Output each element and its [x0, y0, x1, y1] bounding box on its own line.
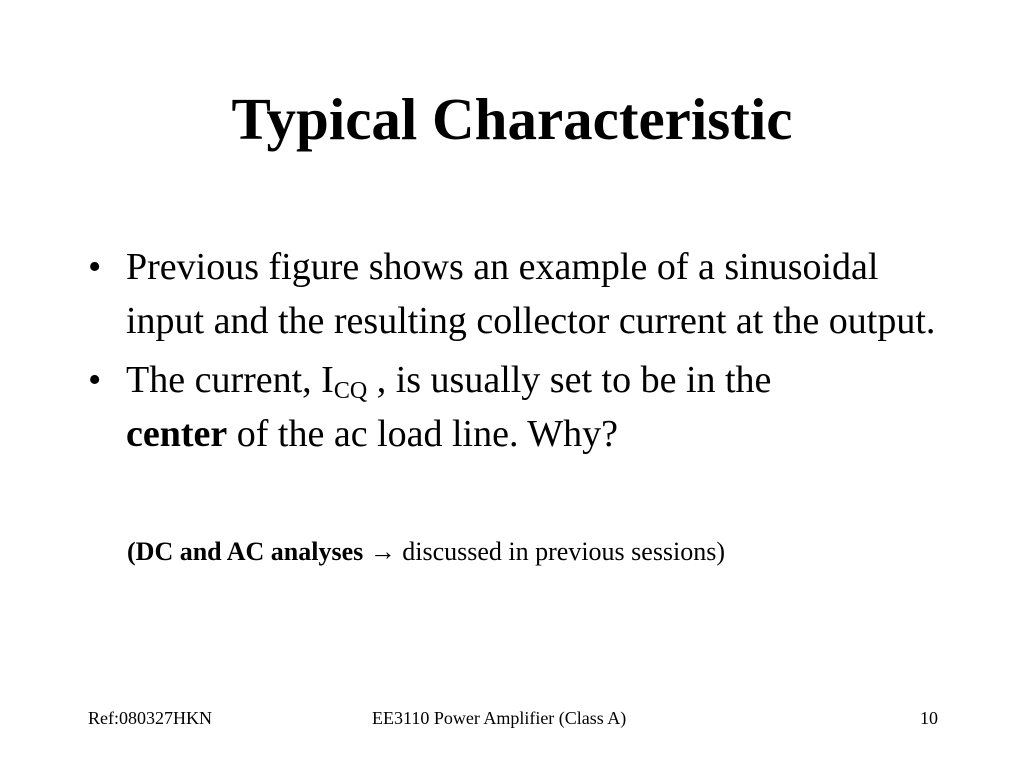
bullet-text-part: The current, I [126, 359, 334, 401]
slide-title: Typical Characteristic [231, 86, 793, 152]
bullet-item-icq-question [88, 353, 948, 461]
bullet-dot-icon: • [88, 359, 102, 401]
bullet-dot-icon: • [88, 246, 102, 288]
right-arrow-icon: → [363, 537, 403, 566]
bullet-list [88, 240, 948, 466]
note-text: discussed in previous sessions) [402, 537, 726, 566]
footer-page-number: 10 [920, 708, 938, 728]
subscript-cq: CQ [333, 378, 368, 404]
analyses-note [127, 532, 725, 572]
bullet-text-part: of the ac load line. Why? [227, 413, 619, 455]
footer-course-title: EE3110 Power Amplifier (Class A) [372, 708, 627, 728]
bold-term-center: center [126, 413, 228, 455]
bullet-item-figure-description [88, 240, 948, 348]
bullet-text-part: , is usually set to be in the [367, 359, 772, 401]
note-open-paren: ( [127, 537, 136, 566]
bullet-text: Previous figure shows an example of a sinusoidal input and the resulting collector current at the output. [126, 246, 936, 342]
note-bold-text: DC and AC analyses [135, 537, 364, 566]
footer-reference: Ref:080327HKN [88, 708, 212, 728]
